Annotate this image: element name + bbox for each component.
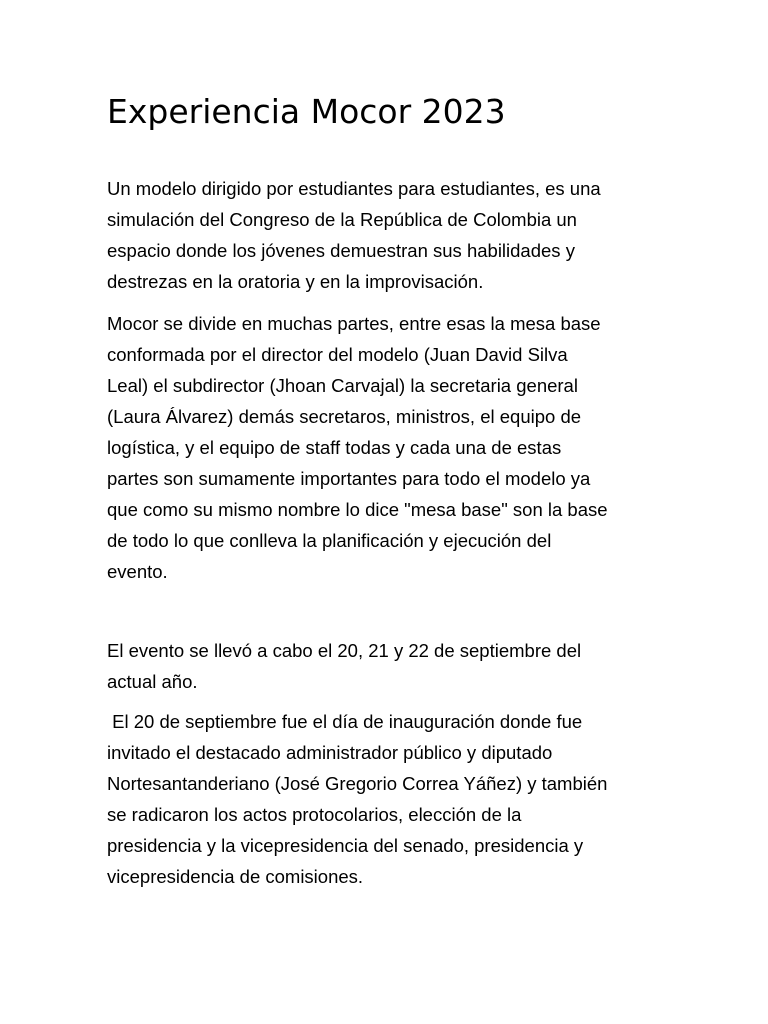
text-line: Un modelo dirigido por estudiantes para estudiantes, es una [107,178,601,199]
text-line: vicepresidencia de comisiones. [107,866,364,887]
text-line: conformada por el director del modelo (Juan David Silva [107,344,568,365]
text-line: (Laura Álvarez) demás secretaros, ministros, el equipo de [107,406,582,427]
paragraph-mesa-base [107,308,667,587]
text-line: de todo lo que conlleva la planificación y ejecución del [107,530,552,551]
paragraph-inauguration [107,706,667,892]
text-line: destrezas en la oratoria y en la improvisación. [107,271,484,292]
text-line: invitado el destacado administrador público y diputado [107,742,553,763]
paragraph-event-dates [107,635,667,697]
text-line: se radicaron los actos protocolarios, elección de la [107,804,522,825]
document-title: Experiencia Mocor 2023 [107,92,506,131]
text-line: simulación del Congreso de la República de Colombia un [107,209,577,230]
text-line: partes son sumamente importantes para todo el modelo ya [107,468,591,489]
text-line: presidencia y la vicepresidencia del senado, presidencia y [107,835,584,856]
paragraph-intro [107,173,667,297]
text-line: Mocor se divide en muchas partes, entre esas la mesa base [107,313,601,334]
text-line: logística, y el equipo de staff todas y cada una de estas [107,437,562,458]
text-line: El evento se llevó a cabo el 20, 21 y 22 de septiembre del [107,640,582,661]
text-line: espacio donde los jóvenes demuestran sus habilidades y [107,240,575,261]
text-line: que como su mismo nombre lo dice "mesa base" son la base [107,499,608,520]
text-line: El 20 de septiembre fue el día de inauguración donde fue [107,711,583,732]
text-line: Leal) el subdirector (Jhoan Carvajal) la secretaria general [107,375,578,396]
text-line: actual año. [107,671,198,692]
text-line: Nortesantanderiano (José Gregorio Correa Yáñez) y también [107,773,608,794]
text-line: evento. [107,561,168,582]
